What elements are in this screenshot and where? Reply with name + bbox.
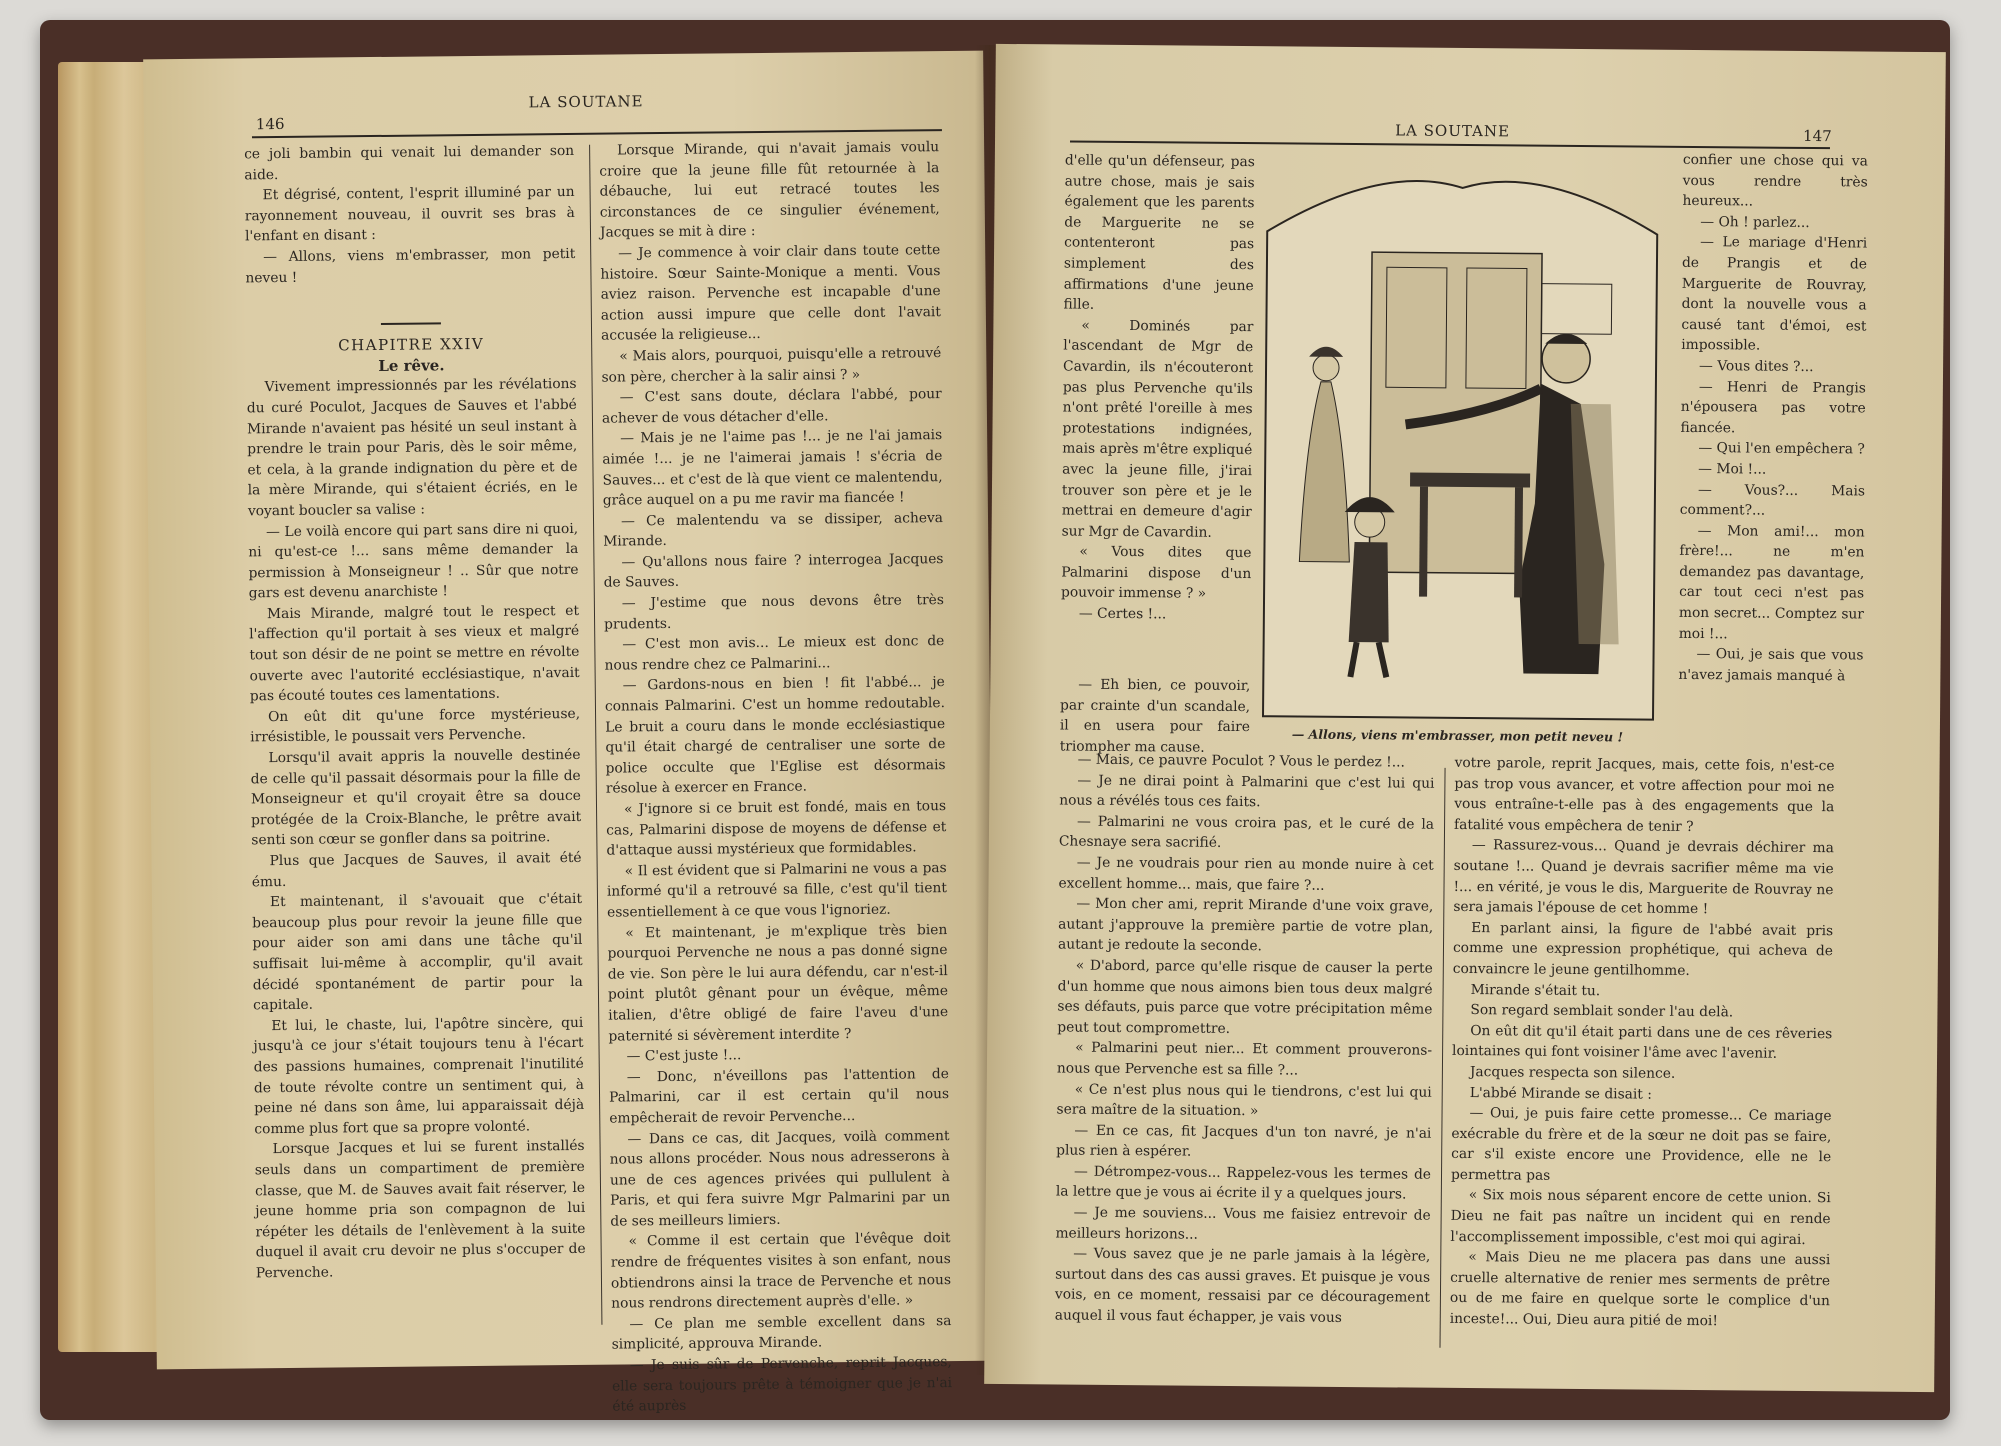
chapter-heading: CHAPITRE XXIV — [338, 335, 485, 355]
paragraph: — Vous savez que je ne parle jamais à la légère, surtout dans des cas aussi graves. Et puisque je vous vois, en ce moment, ressaisi par ce découragement auquel il vous faut échapper, je vais vous — [1054, 1245, 1431, 1326]
section-separator — [381, 322, 441, 325]
paragraph: « Six mois nous séparent encore de cette union. Si Dieu ne fait pas naître un incident qui en rende l'accomplissement impossible, c'est moi qui agirai. — [1450, 1187, 1831, 1248]
paragraph: « Ce n'est plus nous qui le tiendrons, c'est lui qui sera maître de la situation. » — [1056, 1081, 1432, 1120]
paragraph: L'abbé Mirande se disait : — [1469, 1084, 1652, 1103]
paragraph: On eût dit qu'il était parti dans une de ces rêveries lointaines qui font voisiner l'âme avec l'avenir. — [1452, 1022, 1833, 1063]
paragraph: — Oui, je sais que vous n'avez jamais manqué à — [1678, 646, 1864, 685]
paragraph: Son regard semblait sonder l'au delà. — [1470, 1002, 1734, 1021]
paragraph: — Je ne dirai point à Palmarini que c'est lui qui nous a révélés tous ces faits. — [1059, 772, 1435, 811]
paragraph: — Mon ami!... mon frère!... ne m'en demandez pas davantage, car tout ceci n'est pas mon secret... Comptez sur moi !... — [1678, 522, 1865, 642]
paragraph: « Dominés par l'ascendant de Mgr de Cavardin, ils n'écouteront pas plus Pervenche qu'ils n'ont prêté l'oreille à mes protestations indignées, mais après m'être expliqué avec la jeune fille, j'irai trouver son père et je le mettrai en demeure d'agir sur Mgr de Cavardin. — [1061, 317, 1254, 541]
paragraph: — Ce malentendu va se dissiper, acheva Mirande. — [603, 509, 944, 550]
paragraph: d'elle qu'un défenseur, pas autre chose, mais je sais également que les parents de Marguerite ne se contenteront pas simplement des affirmations d'une jeune fille. — [1063, 152, 1255, 313]
paragraph: — Vous?... Mais comment?... — [1679, 481, 1866, 519]
paragraph: — Oui, je puis faire cette promesse... Ce mariage exécrable du frère et de la sœur ne doit pas se faire, car s'il existe encore une Providence, elle ne le permettra pas — [1450, 1105, 1832, 1184]
paragraph: « Vous dites que Palmarini dispose d'un pouvoir immense ? » — [1061, 543, 1252, 603]
column-rule — [1440, 768, 1446, 1348]
right-page-header: LA SOUTANE — [1395, 121, 1511, 141]
left-column-2 — [599, 137, 952, 1417]
paragraph: On eût dit qu'une force mystérieuse, irrésistible, le poussait vers Pervenche. — [250, 705, 581, 746]
paragraph: — Je suis sûr de Pervenche, reprit Jacques, elle sera toujours prête à témoigner que je n'ai été auprès — [611, 1354, 953, 1415]
paragraph: — Qui l'en empêchera ? — [1698, 440, 1865, 458]
paragraph: — Palmarini ne vous croira pas, et le curé de la Chesnaye sera sacrifié. — [1058, 813, 1435, 852]
paragraph: — Le voilà encore qui part sans dire ni quoi, ni qu'est-ce !... sans même demander la permission à Monseigneur ! .. Sûr que notre gars est devenu anarchiste ! — [248, 520, 579, 602]
paragraph: Lorsque Mirande, qui n'avait jamais voulu croire que la jeune fille fût retournée à la débauche, lui eut retracé toutes les circonstances de ce singulier événement, Jacques se mit à dire : — [599, 139, 940, 242]
paragraph: confier une chose qui va vous rendre très heureux... — [1682, 151, 1868, 210]
paragraph: « D'abord, parce qu'elle risque de causer la perte d'un homme que nous aimons bien tous deux malgré ses défauts, puis parce que votre précipitation même peut tout compromettre. — [1057, 957, 1433, 1037]
paragraph: « J'ignore si ce bruit est fondé, mais en tous cas, Palmarini dispose de moyens de défense et d'attaque aussi mystérieux que formidables. — [606, 798, 947, 859]
paragraph: — Rassurez-vous... Quand je devrais déchirer ma soutane !... Quand je devrais sacrifier même ma vie !... en vérité, je vous le dis, Marguerite de Rouvray ne sera jamais l'épouse de cet homme ! — [1453, 837, 1834, 918]
paragraph: — Je me souviens... Vous me faisiez entrevoir de meilleurs horizons... — [1055, 1204, 1431, 1243]
paragraph: — Eh bien, ce pouvoir, par crainte d'un scandale, il en usera pour faire triompher ma cause. — [1059, 676, 1251, 756]
paragraph: — C'est juste !... — [626, 1047, 742, 1065]
paragraph: — Donc, n'éveillons pas l'attention de Palmarini, car il est certain qu'il nous empêcherait de revoir Pervenche... — [608, 1065, 950, 1127]
paragraph: — Certes !... — [1078, 605, 1167, 623]
paragraph: — Le mariage d'Henri de Prangis et de Marguerite de Rouvray, dont la nouvelle vous a causé tant d'émoi, est impossible. — [1681, 234, 1868, 354]
paragraph: — Détrompez-vous... Rappelez-vous les termes de la lettre que je vous ai écrite il y a quelques jours. — [1055, 1163, 1432, 1203]
paragraph: « Comme il est certain que l'évêque doit rendre de fréquentes visites à son enfant, nous obtiendrons ainsi la trace de Pervenche et nous nous rendrons directement auprès d'elle. » — [610, 1230, 952, 1312]
paragraph: — C'est mon avis... Le mieux est donc de nous rendre chez ce Palmarini... — [604, 633, 945, 674]
paragraph: votre parole, reprit Jacques, mais, cette fois, n'est-ce pas trop vous avancer, et votre affection pour moi ne vous entraîne-t-elle pas à des engagements que la fatalité vous empêchera de tenir ? — [1453, 754, 1835, 835]
paragraph: — Qu'allons nous faire ? interrogea Jacques de Sauves. — [603, 550, 944, 592]
paragraph: Et maintenant, il s'avouait que c'était beaucoup plus pour revoir la jeune fille que pour aider son ami dans une tâche qu'il suffisait lui-même à accomplir, qu'il avait décidé spontanément de partir pour la capitale. — [252, 891, 583, 1014]
paragraph: — Je ne voudrais pour rien au monde nuire à cet excellent homme... mais, que faire ?... — [1058, 854, 1434, 894]
right-column-lower-left — [1055, 749, 1435, 1329]
paragraph: Lorsque Jacques et lui se furent installés seuls dans un compartiment de première classe, que M. de Sauves avait fait réserver, le jeune homme pria son compagnon de lui répéter les détails de l'enlèvement à la suite duquel il avait cru devoir ne plus s'occuper de Pervenche. — [254, 1138, 586, 1282]
paragraph: — Mon cher ami, reprit Mirande d'une voix grave, autant j'approuve la première partie de votre plan, autant je redoute la seconde. — [1057, 895, 1434, 955]
right-column-3 — [1678, 150, 1868, 687]
right-header-rule — [1070, 141, 1830, 150]
paragraph: Plus que Jacques de Sauves, il avait été ému. — [251, 849, 582, 890]
paragraph: Et lui, le chaste, lui, l'apôtre sincère, qui jusqu'à ce jour s'était toujours tenu à l'écart des passions humaines, comprenait l'inutilité de toute révolte contre un sentiment qui, à peine né dans son âme, lui apparaissait déjà comme plus fort que sa propre volonté. — [253, 1014, 585, 1138]
paragraph: — Mais, ce pauvre Poculot ? Vous le perdez !... — [1077, 751, 1405, 771]
paragraph: — Oh ! parlez... — [1700, 213, 1810, 231]
paragraph: Vivement impressionnés par les révélations du curé Poculot, Jacques de Sauves et l'abbé Mirande n'avaient pas hésité un seul instant à prendre le train pour Paris, dès le soir même, et cela, à la grande indignation du père et de la mère Mirande, qui s'étaient écriés, en le voyant boucler sa valise : — [246, 376, 578, 520]
left-column-1 — [244, 141, 586, 1284]
right-column-1 — [1061, 150, 1255, 625]
left-page-header: LA SOUTANE — [528, 92, 644, 112]
paragraph: « Mais alors, pourquoi, puisqu'elle a retrouvé son père, chercher à la salir ainsi ? » — [601, 345, 942, 386]
paragraph: « Et maintenant, je m'explique très bien pourquoi Pervenche ne nous a pas donné signe de vie. Son père le lui aura défendu, car n'est-il point plutôt gênant pour un évêque, même italien, d'être obligé de faire l'aveu d'une paternité si sévèrement interdite ? — [607, 921, 949, 1045]
paragraph: — Dans ce cas, dit Jacques, voilà comment nous allons procéder. Nous nous adresserons à une de ces agences privées qui pullulent à Paris, et qui fera suivre Mgr Palmarini par un de ses meilleurs limiers. — [609, 1127, 951, 1230]
left-page — [143, 51, 997, 1415]
paragraph: — Je commence à voir clair dans toute cette histoire. Sœur Sainte-Monique a menti. Vous aviez raison. Pervenche est incapable d'une action aussi impure que celle dont l'avait accusée la religieuse... — [600, 242, 941, 344]
right-column-1-tail — [1060, 674, 1251, 758]
paragraph: — Ce plan me semble excellent dans sa simplicité, approuva Mirande. — [611, 1312, 952, 1354]
paragraph: — En ce cas, fit Jacques d'un ton navré, je n'ai plus rien à espérer. — [1056, 1122, 1432, 1160]
paragraph: — Vous dites ?... — [1699, 357, 1814, 375]
right-column-lower-right — [1450, 753, 1835, 1333]
paragraph: ce joli bambin qui venait lui demander son aide. — [244, 142, 575, 183]
paragraph: — Gardons-nous en bien ! fit l'abbé... je connais Palmarini. C'est un homme redoutable. Le bruit a couru dans le monde ecclésiastique qu'il était chargé de centraliser une sorte de police occulte que l'Eglise est désormais résolue à exercer en France. — [604, 674, 946, 798]
engraving-illustration — [1258, 171, 1663, 722]
left-header-rule — [252, 129, 942, 138]
paragraph: Et dégrisé, content, l'esprit illuminé par un rayonnement nouveau, il ouvrit ses bras à l'enfant en disant : — [244, 184, 575, 245]
paragraph: Mirande s'était tu. — [1470, 981, 1601, 999]
paragraph: — C'est sans doute, déclara l'abbé, pour achever de vous détacher d'elle. — [601, 386, 942, 427]
paragraph: — Moi !... — [1698, 460, 1767, 478]
paragraph: — J'estime que nous devons être très prudents. — [604, 592, 944, 633]
paragraph: — Allons, viens m'embrasser, mon petit neveu ! — [245, 245, 576, 286]
paragraph: Lorsqu'il avait appris la nouvelle destinée de celle qu'il passait désormais pour la fille de Monseigneur et qu'il croyait être sa douce protégée de la Croix-Blanche, le prêtre avait senti son cœur se gonfler dans sa poitrine. — [250, 746, 582, 849]
paragraph: « Palmarini peut nier... Et comment prouverons-nous que Pervenche est sa fille ?... — [1056, 1039, 1433, 1079]
paragraph: — Mais je ne l'aime pas !... je ne l'ai jamais aimée !... je ne l'aimerai jamais ! s'écria de Sauves... et c'est de là que vient ce malentendu, grâce auquel on a pu me ravir ma fiancée ! — [602, 427, 943, 509]
paragraph: — Henri de Prangis n'épousera pas votre fiancée. — [1680, 378, 1866, 437]
right-page-number: 147 — [1803, 126, 1832, 146]
chapter-title: Le rêve. — [378, 356, 445, 375]
illustration-caption: — Allons, viens m'embrasser, mon petit neveu ! — [1291, 726, 1624, 745]
paragraph: Mais Mirande, malgré tout le respect et l'affection qu'il portait à ses vieux et malgré tout son désir de ne point se mettre en révolte ouverte avec l'autorité ecclésiastique, n'avait pas écouté toutes ces lamentations. — [249, 602, 580, 705]
paragraph: En parlant ainsi, la figure de l'abbé avait pris comme une expression prophétique, qui acheva de convaincre le jeune gentilhomme. — [1452, 919, 1834, 979]
paragraph: « Mais Dieu ne me placera pas dans une aussi cruelle alternative de renier mes serments de prêtre ou de me faire en quelque sorte le complice d'un inceste!... Oui, Dieu aura pitié de moi! — [1449, 1249, 1831, 1330]
right-page — [984, 44, 1946, 1392]
left-page-number: 146 — [255, 114, 285, 134]
paragraph: Jacques respecta son silence. — [1469, 1063, 1676, 1082]
paragraph: « Il est évident que si Palmarini ne vous a pas informé qu'il a retrouvé sa fille, c'est qu'il tient essentiellement à ce que vous l'ignoriez. — [606, 859, 947, 921]
